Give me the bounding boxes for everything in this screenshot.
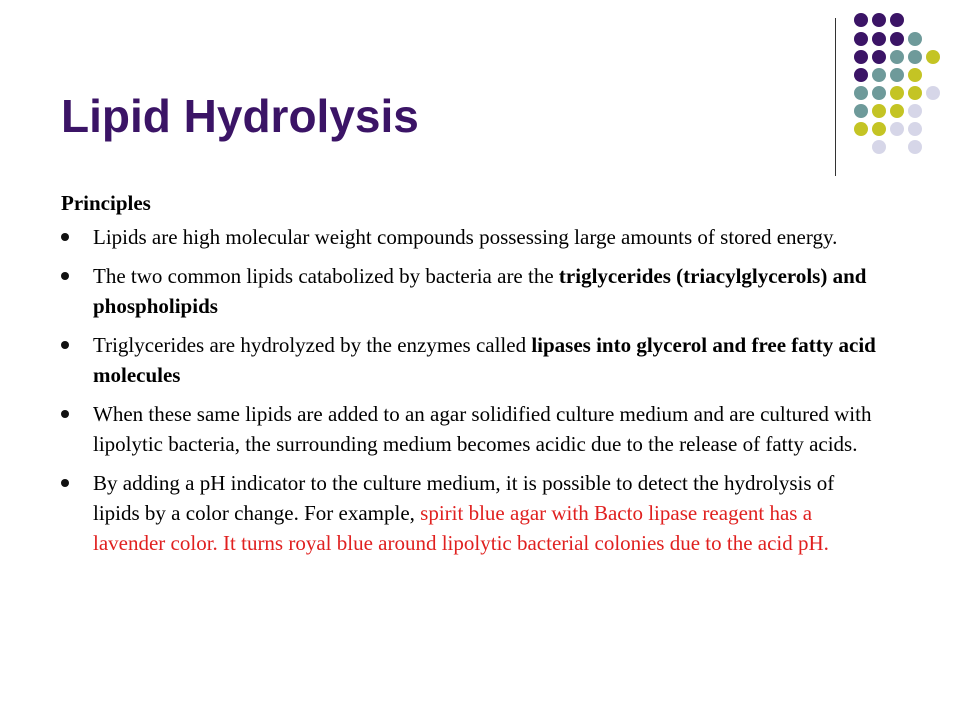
bullet-item (61, 330, 881, 390)
bullet-text: By adding a pH indicator to the culture medium, it is possible to detect the hydrolysis of lipids by a color change. For example, (93, 471, 835, 525)
slide-title: Lipid Hydrolysis (61, 90, 419, 142)
bullet-icon (61, 233, 69, 241)
decor-dot (854, 104, 868, 118)
decor-dot (890, 50, 904, 64)
bullet-item (61, 468, 881, 558)
decor-dot (872, 140, 886, 154)
bullet-icon (61, 479, 69, 487)
decor-dot (908, 122, 922, 136)
decor-dot (872, 32, 886, 46)
decor-dot (926, 50, 940, 64)
bullet-icon (61, 272, 69, 280)
vertical-divider (835, 18, 836, 176)
decor-dot (872, 68, 886, 82)
decor-dot (908, 50, 922, 64)
decor-dot (854, 86, 868, 100)
decor-dot (890, 104, 904, 118)
decor-dot (854, 50, 868, 64)
bullet-item (61, 222, 881, 252)
decor-dot (872, 104, 886, 118)
bullet-text: The two common lipids catabolized by bacteria are the (93, 264, 559, 288)
bullet-icon (61, 341, 69, 349)
decor-dot (890, 122, 904, 136)
bullet-highlight-text: spirit blue agar with Bacto lipase reagent has a lavender color. It turns royal blue around lipolytic bacterial colonies due to the acid pH. (93, 501, 829, 555)
decor-dot (908, 68, 922, 82)
bullet-list (61, 222, 881, 558)
section-heading: Principles (61, 191, 151, 215)
bullet-icon (61, 410, 69, 418)
decor-dot (926, 86, 940, 100)
decor-dot (854, 68, 868, 82)
decor-dot (872, 13, 886, 27)
bullet-text: When these same lipids are added to an agar solidified culture medium and are cultured with lipolytic bacteria, the surrounding medium becomes acidic due to the release of fatty acids. (93, 402, 872, 456)
decor-dot (908, 86, 922, 100)
bullet-text: Triglycerides are hydrolyzed by the enzymes called (93, 333, 532, 357)
decor-dot (854, 32, 868, 46)
bullet-item (61, 261, 881, 321)
decor-dot (890, 13, 904, 27)
decor-dot (854, 122, 868, 136)
decor-dot (872, 86, 886, 100)
decor-dot (854, 13, 868, 27)
decor-dot (890, 68, 904, 82)
bullet-bold-text: lipases into glycerol and free fatty acid molecules (93, 333, 876, 387)
decor-dot (908, 140, 922, 154)
bullet-text: Lipids are high molecular weight compounds possessing large amounts of stored energy. (93, 225, 838, 249)
decor-dot (908, 32, 922, 46)
decor-dot (890, 86, 904, 100)
decor-dot (908, 104, 922, 118)
decor-dot (872, 122, 886, 136)
slide-body (61, 188, 881, 567)
decor-dot (890, 32, 904, 46)
bullet-item (61, 399, 881, 459)
decor-dot (872, 50, 886, 64)
bullet-bold-text: triglycerides (triacylglycerols) and phospholipids (93, 264, 867, 318)
